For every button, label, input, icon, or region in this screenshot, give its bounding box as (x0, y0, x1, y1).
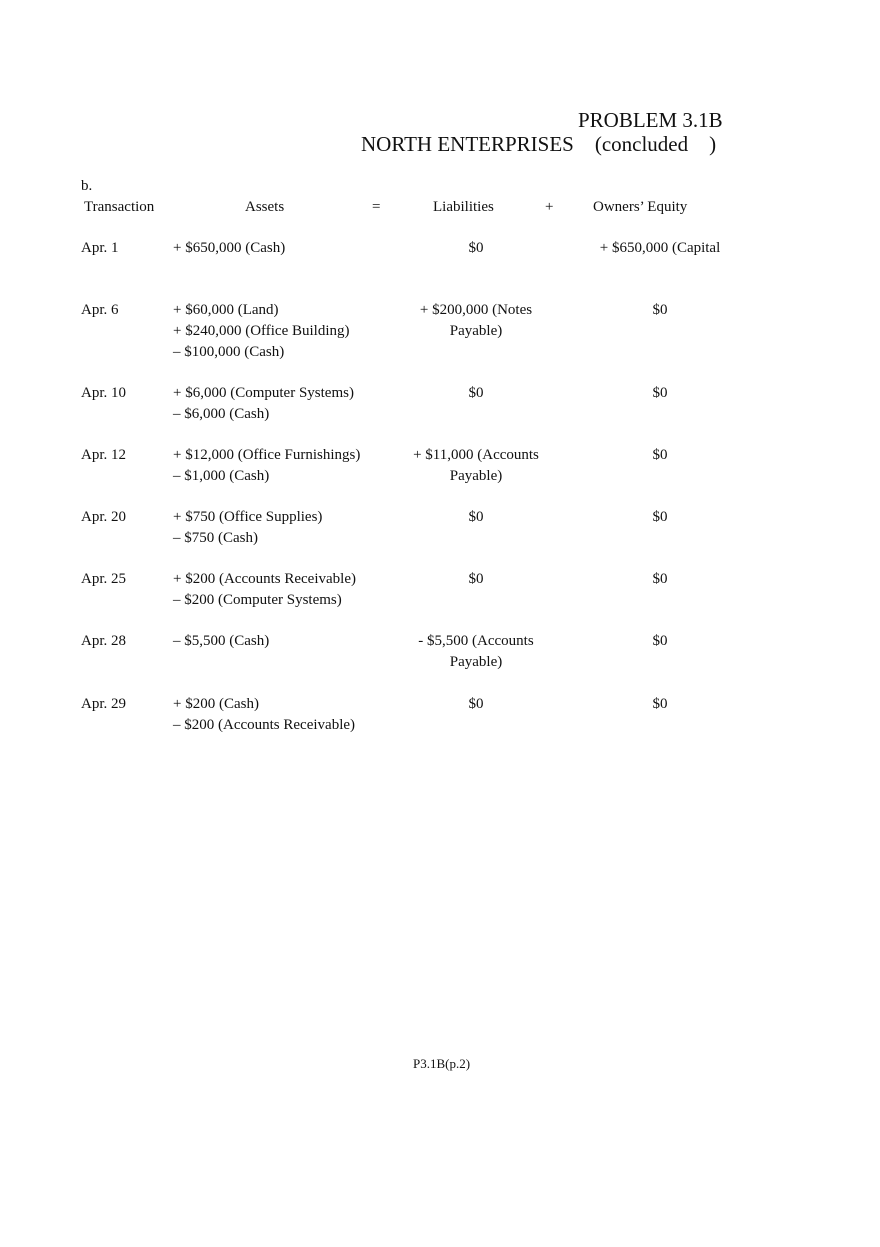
liabilities-cell (376, 238, 576, 259)
assets-cell-line: + $200 (Cash) (173, 696, 259, 712)
assets-cell (173, 694, 355, 736)
assets-cell-line: – $1,000 (Cash) (173, 468, 270, 484)
liabilities-cell-line: $0 (468, 696, 484, 712)
equity-cell-line: $0 (652, 571, 668, 587)
assets-cell (173, 238, 285, 259)
equity-cell (560, 445, 760, 466)
equity-cell (560, 300, 760, 321)
equity-cell-line: $0 (652, 302, 668, 318)
assets-cell-line: – $200 (Accounts Receivable) (173, 717, 356, 733)
assets-cell (173, 631, 269, 652)
column-header-owners-equity: Owners’ Equity (593, 199, 688, 215)
transaction-date: Apr. 29 (81, 696, 126, 712)
liabilities-cell (376, 694, 576, 715)
assets-cell-line: – $750 (Cash) (173, 530, 258, 546)
transaction-date: Apr. 1 (81, 240, 119, 256)
liabilities-cell-line: $0 (468, 509, 484, 525)
liabilities-cell (376, 383, 576, 404)
liabilities-cell-line: Payable) (449, 468, 503, 484)
equity-cell-line: $0 (652, 385, 668, 401)
equity-cell (560, 631, 760, 652)
transaction-date: Apr. 10 (81, 385, 126, 401)
liabilities-cell-line: + $200,000 (Notes (419, 302, 533, 318)
problem-title: PROBLEM 3.1B (578, 108, 723, 132)
assets-cell-line: + $60,000 (Land) (173, 302, 279, 318)
equity-cell-line: $0 (652, 509, 668, 525)
equity-cell (560, 569, 760, 590)
equity-cell-line: $0 (652, 447, 668, 463)
equity-cell (560, 383, 760, 404)
assets-cell-line: – $200 (Computer Systems) (173, 592, 342, 608)
liabilities-cell (376, 445, 576, 487)
column-header-liabilities: Liabilities (433, 199, 494, 215)
page-footer: P3.1B(p.2) (412, 1056, 471, 1071)
column-header-transaction: Transaction (84, 199, 155, 215)
equity-cell (560, 238, 760, 259)
assets-cell-line: + $12,000 (Office Furnishings) (173, 447, 361, 463)
part-label: b. (81, 178, 93, 194)
liabilities-cell-line: $0 (468, 571, 484, 587)
assets-cell-line: – $5,500 (Cash) (173, 633, 270, 649)
column-header-plus: + (545, 199, 554, 215)
company-title: NORTH ENTERPRISES (concluded ) (361, 132, 717, 156)
transaction-date: Apr. 12 (81, 447, 126, 463)
equity-cell (560, 694, 760, 715)
liabilities-cell-line: $0 (468, 385, 484, 401)
liabilities-cell-line: $0 (468, 240, 484, 256)
liabilities-cell (376, 631, 576, 673)
liabilities-cell-line: Payable) (449, 323, 503, 339)
liabilities-cell-line: - $5,500 (Accounts (418, 633, 534, 649)
equity-cell-line: + $650,000 (Capital (599, 240, 721, 256)
assets-cell (173, 300, 350, 363)
assets-cell-line: + $240,000 (Office Building) (173, 323, 350, 339)
equity-cell-line: $0 (652, 633, 668, 649)
assets-cell-line: + $6,000 (Computer Systems) (173, 385, 354, 401)
assets-cell-line: + $650,000 (Cash) (173, 240, 286, 256)
transaction-date: Apr. 28 (81, 633, 126, 649)
transaction-date: Apr. 20 (81, 509, 126, 525)
assets-cell (173, 445, 360, 487)
equity-cell (560, 507, 760, 528)
assets-cell-line: – $100,000 (Cash) (173, 344, 285, 360)
liabilities-cell-line: + $11,000 (Accounts (413, 447, 539, 463)
equity-cell-line: $0 (652, 696, 668, 712)
column-header-equals: = (372, 199, 381, 215)
assets-cell-line: + $200 (Accounts Receivable) (173, 571, 356, 587)
liabilities-cell (376, 569, 576, 590)
assets-cell-line: – $6,000 (Cash) (173, 406, 270, 422)
column-header-assets: Assets (245, 199, 285, 215)
assets-cell (173, 507, 322, 549)
assets-cell-line: + $750 (Office Supplies) (173, 509, 323, 525)
transaction-date: Apr. 25 (81, 571, 126, 587)
assets-cell (173, 383, 354, 425)
assets-cell (173, 569, 356, 611)
transaction-date: Apr. 6 (81, 302, 119, 318)
liabilities-cell-line: Payable) (449, 654, 503, 670)
liabilities-cell (376, 507, 576, 528)
liabilities-cell (376, 300, 576, 342)
